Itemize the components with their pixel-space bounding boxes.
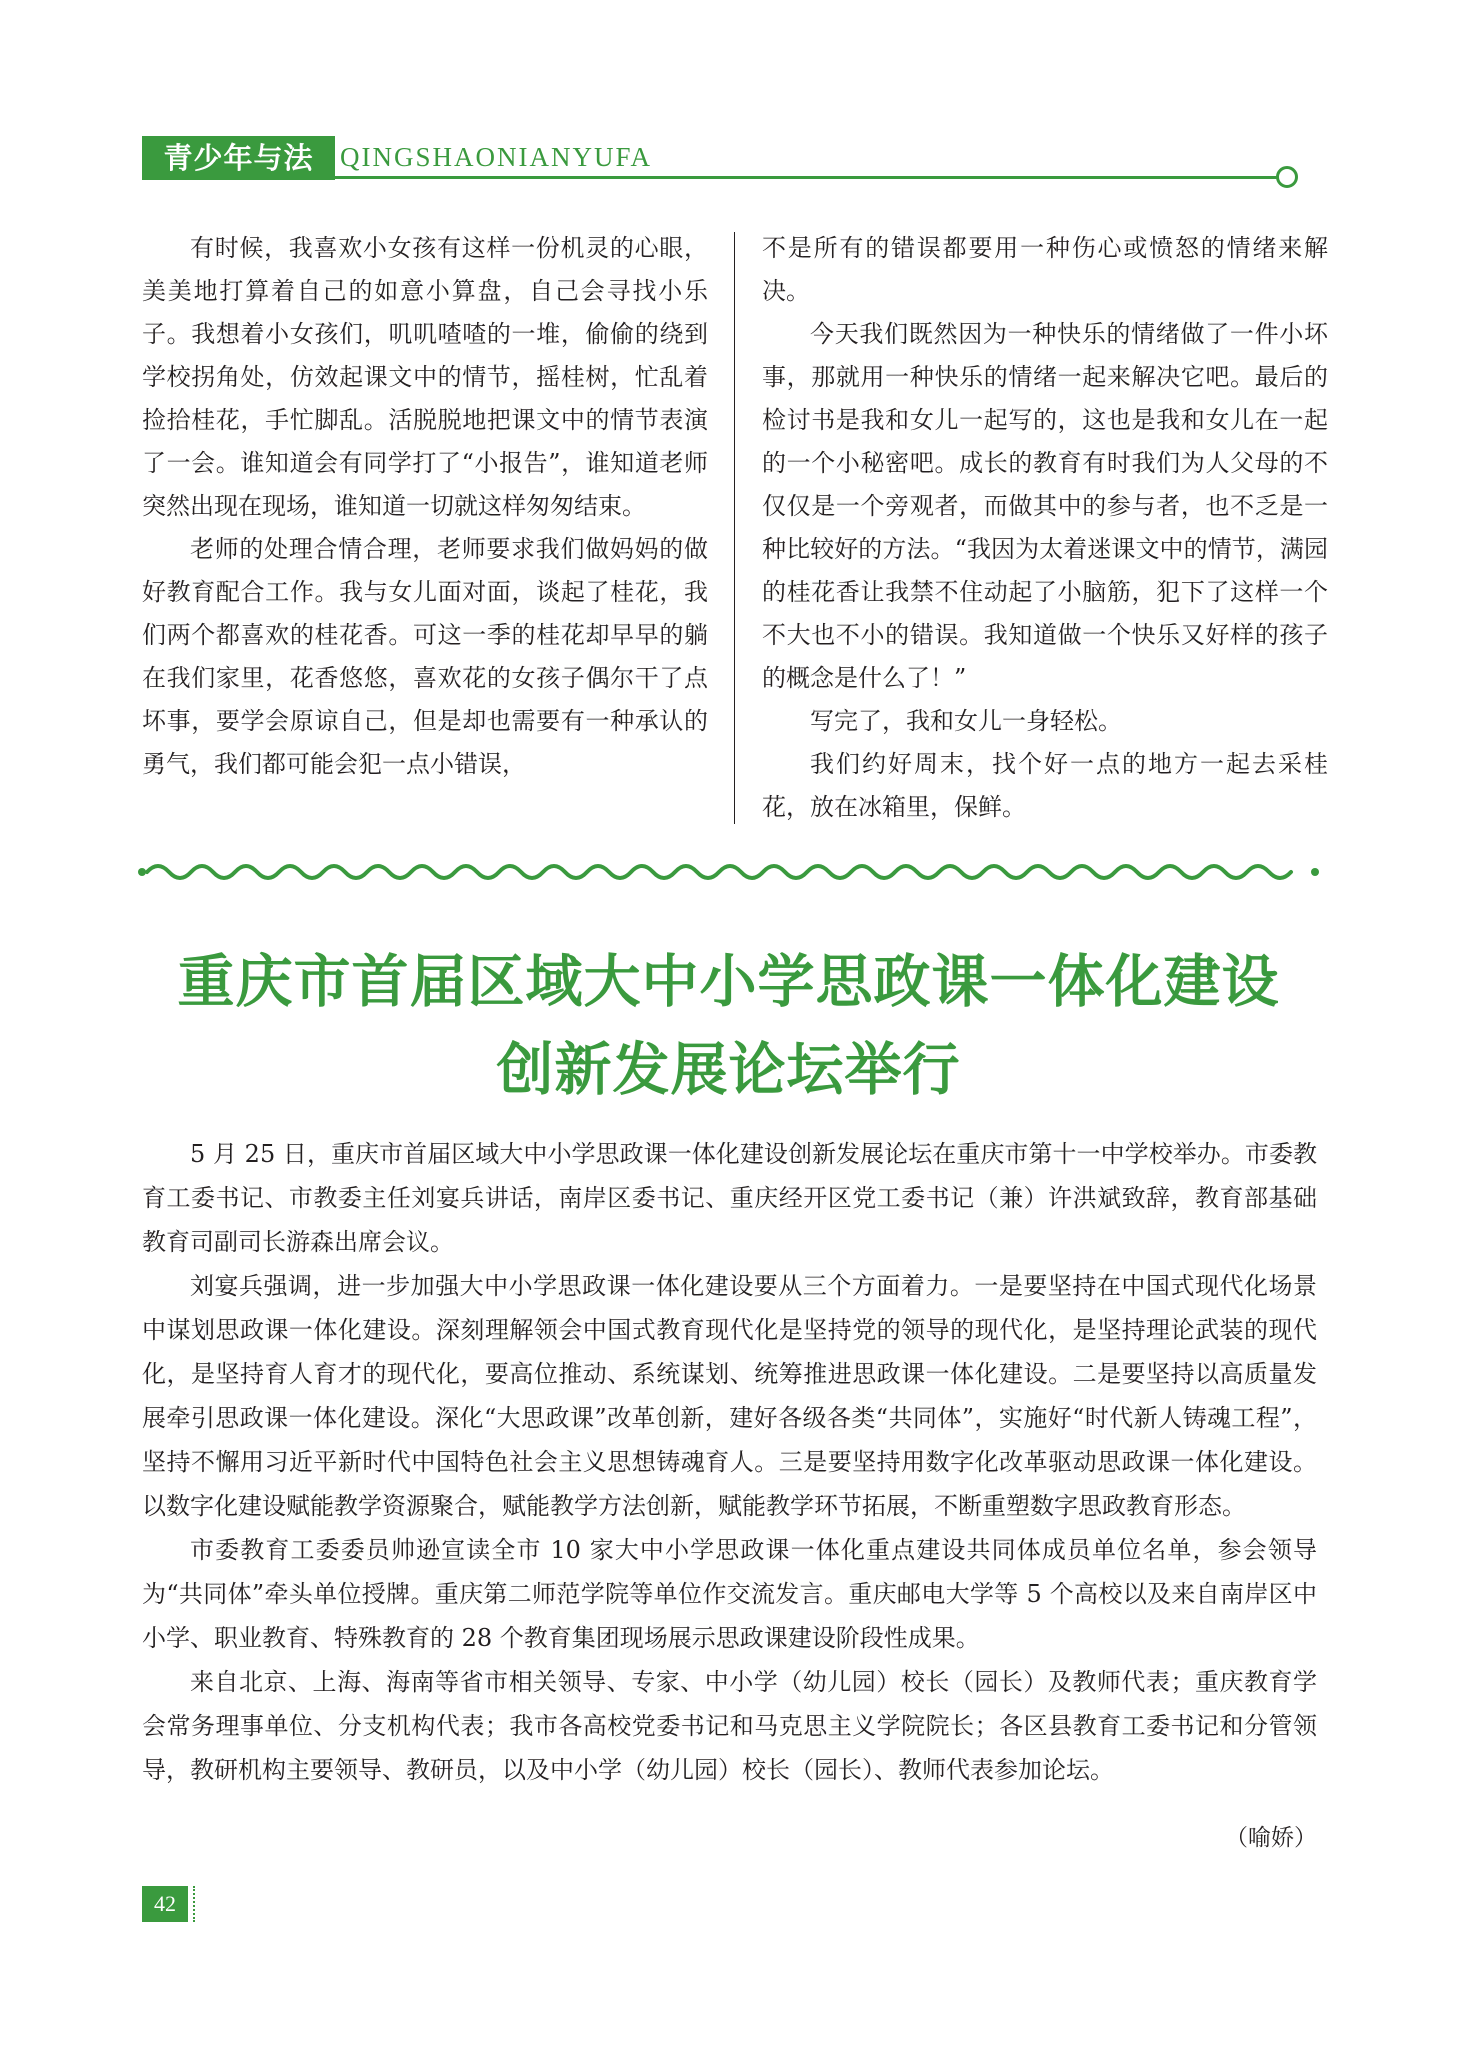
magazine-brand: 青少年与法 [142,136,335,180]
left-column [142,227,708,786]
article-title-line-2: 创新发展论坛举行 [496,1037,961,1103]
wavy-divider [137,862,1320,882]
header-rule [142,176,1278,179]
column-divider [734,232,735,824]
article-title [100,938,1357,1114]
article-body [142,1132,1317,1792]
page-number: 42 [142,1886,188,1922]
article-title-line-1: 重庆市首届区域大中小学思政课一体化建设 [177,949,1280,1015]
article-paragraph: 刘宴兵强调，进一步加强大中小学思政课一体化建设要从三个方面着力。一是要坚持在中国式现代化场景中谋划思政课一体化建设。深刻理解领会中国式教育现代化是坚持党的领导的现代化，是坚持理论武装的现代化，是坚持育人育才的现代化，要高位推动、系统谋划、统筹推进思政课一体化建设。二是要坚持以高质量发展牵引思政课一体化建设。深化“大思政课”改革创新，建好各级各类“共同体”，实施好“时代新人铸魂工程”，坚持不懈用习近平新时代中国特色社会主义思想铸魂育人。三是要坚持用数字化改革驱动思政课一体化建设。以数字化建设赋能教学资源聚合，赋能教学方法创新，赋能教学环节拓展，不断重塑数字思政教育形态。 [142,1272,1317,1520]
body-paragraph: 写完了，我和女儿一身轻松。 [810,707,1122,735]
body-paragraph-continued: 不是所有的错误都要用一种伤心或愤怒的情绪来解决。 [762,234,1328,305]
header-rule-end-circle [1276,166,1298,188]
article-author: （喻娇） [1225,1825,1317,1851]
body-paragraph: 今天我们既然因为一种快乐的情绪做了一件小坏事，那就用一种快乐的情绪一起来解决它吧。最后的检讨书是我和女儿一起写的，这也是我和女儿在一起的一个小秘密吧。成长的教育有时我们为人父母的不仅仅是一个旁观者，而做其中的参与者，也不乏是一种比较好的方法。“我因为太着迷课文中的情节，满园的桂花香让我禁不住动起了小脑筋，犯下了这样一个不大也不小的错误。我知道做一个快乐又好样的孩子的概念是什么了！” [762,320,1328,692]
page-header [142,130,1292,184]
body-paragraph: 老师的处理合情合理，老师要求我们做妈妈的做好教育配合工作。我与女儿面对面，谈起了桂花，我们两个都喜欢的桂花香。可这一季的桂花却早早的躺在我们家里，花香悠悠，喜欢花的女孩子偶尔干了点坏事，要学会原谅自己，但是却也需要有一种承认的勇气，我们都可能会犯一点小错误， [142,535,708,778]
right-column [762,227,1328,829]
article-paragraph: 市委教育工委委员帅逊宣读全市 10 家大中小学思政课一体化重点建设共同体成员单位名单，参会领导为“共同体”牵头单位授牌。重庆第二师范学院等单位作交流发言。重庆邮电大学等 5 个高校以及来自南岸区中小学、职业教育、特殊教育的 28 个教育集团现场展示思政课建设阶段性成果。 [142,1536,1317,1652]
magazine-brand-pinyin: QINGSHAONIANYUFA [340,142,652,172]
article-paragraph: 来自北京、上海、海南等省市相关领导、专家、中小学（幼儿园）校长（园长）及教师代表；重庆教育学会常务理事单位、分支机构代表；我市各高校党委书记和马克思主义学院院长；各区县教育工委书记和分管领导，教研机构主要领导、教研员，以及中小学（幼儿园）校长（园长）、教师代表参加论坛。 [142,1668,1317,1784]
page-number-dots [193,1886,199,1922]
body-paragraph: 我们约好周末，找个好一点的地方一起去采桂花，放在冰箱里，保鲜。 [762,750,1328,821]
article-paragraph: 5 月 25 日，重庆市首届区域大中小学思政课一体化建设创新发展论坛在重庆市第十一中学校举办。市委教育工委书记、市教委主任刘宴兵讲话，南岸区委书记、重庆经开区党工委书记（兼）许洪斌致辞，教育部基础教育司副司长游森出席会议。 [142,1140,1317,1256]
body-paragraph: 有时候，我喜欢小女孩有这样一份机灵的心眼，美美地打算着自己的如意小算盘，自己会寻找小乐子。我想着小女孩们，叽叽喳喳的一堆，偷偷的绕到学校拐角处，仿效起课文中的情节，摇桂树，忙乱着捡拾桂花，手忙脚乱。活脱脱地把课文中的情节表演了一会。谁知道会有同学打了“小报告”，谁知道老师突然出现在现场，谁知道一切就这样匆匆结束。 [142,234,708,520]
